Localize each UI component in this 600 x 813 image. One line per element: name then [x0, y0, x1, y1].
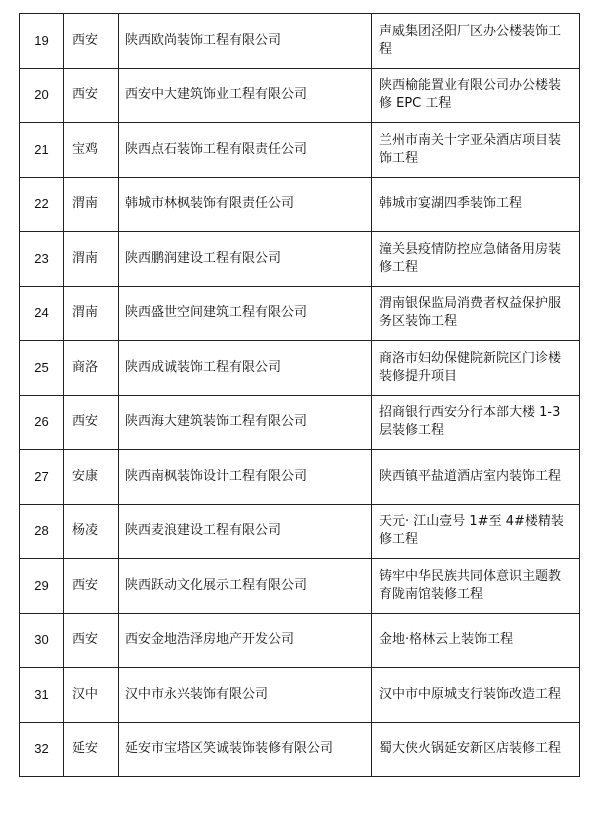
city-cell: 宝鸡 — [64, 123, 119, 178]
project-cell: 声威集团泾阳厂区办公楼装饰工程 — [372, 14, 580, 69]
table-row — [20, 722, 580, 777]
city-cell: 渭南 — [64, 232, 119, 287]
row-number: 31 — [20, 668, 64, 723]
company-cell: 延安市宝塔区笑诚装饰装修有限公司 — [119, 722, 372, 777]
table-row — [20, 123, 580, 178]
table-row — [20, 395, 580, 450]
company-cell: 西安金地浩泽房地产开发公司 — [119, 613, 372, 668]
table-row — [20, 341, 580, 396]
row-number: 20 — [20, 68, 64, 123]
city-cell: 渭南 — [64, 286, 119, 341]
company-cell: 陕西麦浪建设工程有限公司 — [119, 504, 372, 559]
row-number: 24 — [20, 286, 64, 341]
city-cell: 西安 — [64, 14, 119, 69]
row-number: 28 — [20, 504, 64, 559]
city-cell: 西安 — [64, 559, 119, 614]
project-cell: 陕西镇平盐道酒店室内装饰工程 — [372, 450, 580, 505]
table-row — [20, 450, 580, 505]
row-number: 21 — [20, 123, 64, 178]
row-number: 22 — [20, 177, 64, 232]
table-row — [20, 177, 580, 232]
city-cell: 汉中 — [64, 668, 119, 723]
project-cell: 商洛市妇幼保健院新院区门诊楼装修提升项目 — [372, 341, 580, 396]
project-cell: 招商银行西安分行本部大楼 1-3 层装修工程 — [372, 395, 580, 450]
table-row — [20, 559, 580, 614]
company-cell: 汉中市永兴装饰有限公司 — [119, 668, 372, 723]
company-cell: 韩城市林枫装饰有限责任公司 — [119, 177, 372, 232]
row-number: 23 — [20, 232, 64, 287]
table-row — [20, 232, 580, 287]
project-cell: 金地·格林云上装饰工程 — [372, 613, 580, 668]
city-cell: 西安 — [64, 613, 119, 668]
row-number: 32 — [20, 722, 64, 777]
project-cell: 天元· 江山壹号 1#至 4#楼精装修工程 — [372, 504, 580, 559]
row-number: 30 — [20, 613, 64, 668]
city-cell: 延安 — [64, 722, 119, 777]
company-cell: 陕西成诚装饰工程有限公司 — [119, 341, 372, 396]
table-row — [20, 68, 580, 123]
city-cell: 杨凌 — [64, 504, 119, 559]
table-row — [20, 668, 580, 723]
city-cell: 安康 — [64, 450, 119, 505]
project-cell: 蜀大侠火锅延安新区店装修工程 — [372, 722, 580, 777]
row-number: 29 — [20, 559, 64, 614]
company-cell: 陕西鹏润建设工程有限公司 — [119, 232, 372, 287]
project-cell: 渭南银保监局消费者权益保护服务区装饰工程 — [372, 286, 580, 341]
table-row — [20, 286, 580, 341]
company-cell: 陕西欧尚装饰工程有限公司 — [119, 14, 372, 69]
project-cell: 陕西榆能置业有限公司办公楼装修 EPC 工程 — [372, 68, 580, 123]
table-row — [20, 613, 580, 668]
company-cell: 陕西海大建筑装饰工程有限公司 — [119, 395, 372, 450]
company-cell: 陕西跃动文化展示工程有限公司 — [119, 559, 372, 614]
table-row — [20, 504, 580, 559]
project-table — [19, 13, 580, 777]
city-cell: 商洛 — [64, 341, 119, 396]
row-number: 19 — [20, 14, 64, 69]
table-row — [20, 14, 580, 69]
project-cell: 兰州市南关十字亚朵酒店项目装饰工程 — [372, 123, 580, 178]
row-number: 27 — [20, 450, 64, 505]
city-cell: 西安 — [64, 395, 119, 450]
company-cell: 陕西点石装饰工程有限责任公司 — [119, 123, 372, 178]
project-cell: 韩城市宴湖四季装饰工程 — [372, 177, 580, 232]
project-cell: 潼关县疫情防控应急储备用房装修工程 — [372, 232, 580, 287]
company-cell: 陕西盛世空间建筑工程有限公司 — [119, 286, 372, 341]
row-number: 25 — [20, 341, 64, 396]
project-cell: 铸牢中华民族共同体意识主题教育陇南馆装修工程 — [372, 559, 580, 614]
city-cell: 渭南 — [64, 177, 119, 232]
company-cell: 西安中大建筑饰业工程有限公司 — [119, 68, 372, 123]
company-cell: 陕西南枫装饰设计工程有限公司 — [119, 450, 372, 505]
city-cell: 西安 — [64, 68, 119, 123]
row-number: 26 — [20, 395, 64, 450]
project-cell: 汉中市中原城支行装饰改造工程 — [372, 668, 580, 723]
